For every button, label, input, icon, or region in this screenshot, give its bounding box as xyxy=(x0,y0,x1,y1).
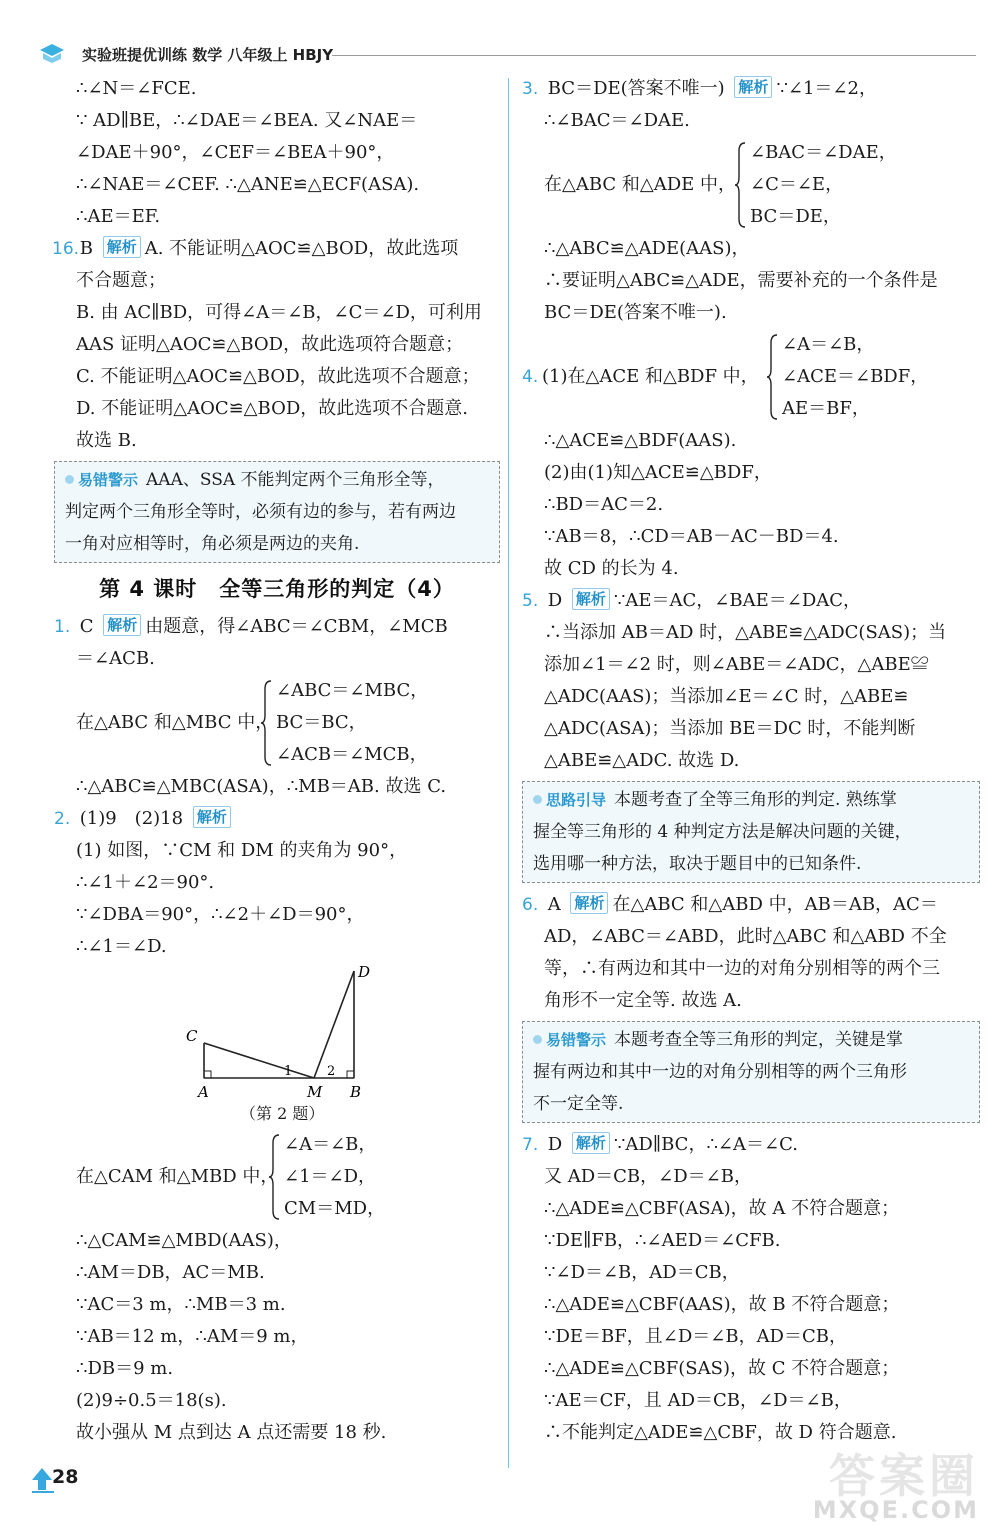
text-line: (2)由(1)知△ACE≌△BDF， xyxy=(544,462,772,483)
explanation-text: ∵AE＝AC，∠BAE＝∠DAC， xyxy=(613,590,862,611)
question-3 xyxy=(522,73,980,105)
condition-row: ∠ACB＝∠MCB， xyxy=(276,744,428,765)
text-line: ∴△ACE≌△BDF(AAS). xyxy=(544,430,737,451)
system-label xyxy=(522,361,759,393)
question-number: 3. xyxy=(522,79,539,99)
tip-text: 握全等三角形的 4 种判定方法是解决问题的关键， xyxy=(533,822,912,842)
condition-system xyxy=(54,1129,500,1225)
section-title: 第 4 课时 全等三角形的判定（4） xyxy=(99,577,455,601)
text-line: ∴∠NAE＝∠CEF. ∴△ANE≌△ECF(ASA). xyxy=(76,174,420,195)
explanation-text: 在△ABC 和△ABD 中，AB＝AB，AC＝ xyxy=(612,894,938,915)
question-number: 6. xyxy=(522,895,539,915)
text-line: ∠DAE＋90°，∠CEF＝∠BEA＋90°， xyxy=(76,142,395,163)
condition-row: ∠ACE＝∠BDF， xyxy=(782,366,929,387)
condition-system xyxy=(54,675,500,771)
question-5 xyxy=(522,585,980,617)
system-label-text: (1)在△ACE 和△BDF 中， xyxy=(542,366,759,387)
tip-text: AAA、SSA 不能判定两个三角形全等， xyxy=(146,470,445,490)
text-line: ∵DE∥FB，∴∠AED＝∠CFB. xyxy=(544,1230,781,1251)
question-number: 5. xyxy=(522,591,539,611)
text-line: (1) 如图，∵CM 和 DM 的夹角为 90°， xyxy=(76,840,408,861)
text-line: AD，∠ABC＝∠ABD，此时△ABC 和△ABD 不全 xyxy=(544,926,947,947)
condition-row: CM＝MD， xyxy=(284,1198,386,1219)
left-column xyxy=(54,73,500,1449)
segment-cm xyxy=(204,1043,314,1078)
text-line: ∴当添加 AB＝AD 时，△ABE≌△ADC(SAS)；当 xyxy=(544,622,947,643)
tip-dot-icon xyxy=(65,475,74,484)
tip-text: 本题考查全等三角形的判定，关键是掌 xyxy=(614,1030,904,1050)
text-line: ∴△ADE≌△CBF(SAS)，故 C 不符合题意； xyxy=(544,1358,900,1379)
brace-icon xyxy=(734,141,746,229)
label-b: B xyxy=(350,1083,362,1101)
text-line: ∴要证明△ABC≌△ADE，需要补充的一个条件是 xyxy=(544,270,938,291)
text-line: ∵AC＝3 m，∴MB＝3 m. xyxy=(76,1294,286,1315)
question-2 xyxy=(54,803,500,835)
condition-row: ∠1＝∠D， xyxy=(284,1166,377,1187)
text-line: △ADC(AAS)；当添加∠E＝∠C 时，△ABE≌ xyxy=(544,686,909,707)
text-line: BC＝DE(答案不唯一). xyxy=(544,302,727,323)
condition-system xyxy=(522,137,980,233)
text-line: 故选 B. xyxy=(76,430,137,451)
text-line: 故 CD 的长为 4. xyxy=(544,558,679,579)
book-logo-icon xyxy=(38,42,66,64)
condition-row: ∠A＝∠B， xyxy=(782,334,875,355)
tip-text: 本题考查了全等三角形的判定. 熟练掌 xyxy=(614,790,897,810)
question-number: 1. xyxy=(54,617,71,637)
text-line: ∵AB＝8，∴CD＝AB－AC－BD＝4. xyxy=(544,526,839,547)
system-label: 在△ABC 和△MBC 中， xyxy=(76,712,274,733)
text-line: ∵DE＝BF，且∠D＝∠B，AD＝CB， xyxy=(544,1326,847,1347)
page-number-badge xyxy=(30,1464,82,1494)
thinking-guide-box xyxy=(522,781,980,883)
brace-icon xyxy=(260,679,272,767)
condition-row: BC＝DE， xyxy=(750,206,841,227)
text-line: △ADC(ASA)；当添加 BE＝DC 时，不能判断 xyxy=(544,718,916,739)
explanation-text: 由题意，得∠ABC＝∠CBM，∠MCB xyxy=(145,616,448,637)
analysis-tag: 解析 xyxy=(103,614,141,636)
page-number: 28 xyxy=(52,1466,79,1488)
text-line: 添加∠1＝∠2 时，则∠ABE＝∠ADC，△ABE≌ xyxy=(544,654,929,675)
header-rule xyxy=(332,55,976,56)
text-line: ∴∠BAC＝∠DAE. xyxy=(544,110,690,131)
text-line: B. 由 AC∥BD，可得∠A＝∠B，∠C＝∠D，可利用 xyxy=(76,302,482,323)
question-number: 16. xyxy=(52,239,80,259)
analysis-tag: 解析 xyxy=(103,236,141,258)
question-number: 2. xyxy=(54,809,71,829)
watermark xyxy=(799,1440,989,1530)
system-label: 在△ABC 和△ADE 中， xyxy=(544,174,737,195)
analysis-tag: 解析 xyxy=(193,806,231,828)
text-line: 又 AD＝CB，∠D＝∠B， xyxy=(544,1166,752,1187)
text-line: ∴∠N＝∠FCE. xyxy=(76,78,197,99)
tip-dot-icon xyxy=(533,1035,542,1044)
question-4 xyxy=(522,329,980,425)
answer-choice: C xyxy=(79,616,94,637)
answer-text: BC＝DE(答案不唯一) xyxy=(547,78,725,99)
watermark-logo-text: 答案圈 xyxy=(829,1449,979,1503)
text-line: ∴DB＝9 m. xyxy=(76,1358,174,1379)
label-m: M xyxy=(307,1083,323,1101)
header-title: 实验班提优训练 数学 八年级上 HBJY xyxy=(82,46,334,64)
analysis-tag: 解析 xyxy=(570,892,608,914)
system-label: 在△CAM 和△MBD 中， xyxy=(76,1166,279,1187)
text-line: ∵AE＝CF，且 AD＝CB，∠D＝∠B， xyxy=(544,1390,852,1411)
explanation-text: ∵∠1＝∠2， xyxy=(776,78,877,99)
question-6 xyxy=(522,889,980,921)
label-a: A xyxy=(198,1083,209,1101)
brace-icon xyxy=(766,333,778,421)
answer-choice: A xyxy=(547,894,561,915)
tip-label: 思路引导 xyxy=(546,791,607,809)
answer-choice: D xyxy=(547,590,563,611)
tip-text: 一角对应相等时，角必须是两边的夹角. xyxy=(65,534,360,554)
right-angle-a xyxy=(204,1071,211,1078)
tip-text: 握有两边和其中一边的对角分别相等的两个三角形 xyxy=(533,1062,907,1082)
text-line: ＝∠ACB. xyxy=(76,648,155,669)
column-divider xyxy=(508,78,509,1468)
text-line: ∵∠D＝∠B，AD＝CB， xyxy=(544,1262,740,1283)
tip-text: 不一定全等. xyxy=(533,1094,624,1114)
brace-icon xyxy=(268,1133,280,1221)
analysis-tag: 解析 xyxy=(734,76,772,98)
text-line: ∴△ADE≌△CBF(ASA)，故 A 不符合题意； xyxy=(544,1198,900,1219)
tip-text: 判定两个三角形全等时，必须有边的参与，若有两边 xyxy=(65,502,456,522)
question-1 xyxy=(54,611,500,643)
answer-text: (1)9 (2)18 xyxy=(79,808,184,829)
tip-label: 易错警示 xyxy=(546,1031,607,1049)
label-angle-1: 1 xyxy=(284,1064,293,1079)
text-line: ∴AM＝DB，AC＝MB. xyxy=(76,1262,265,1283)
analysis-tag: 解析 xyxy=(572,1132,610,1154)
condition-row: ∠A＝∠B， xyxy=(284,1134,377,1155)
text-line: 角形不一定全等. 故选 A. xyxy=(544,990,742,1011)
analysis-tag: 解析 xyxy=(572,588,610,610)
error-warning-box xyxy=(522,1021,980,1123)
question-number: 7. xyxy=(522,1135,539,1155)
condition-row: BC＝BC， xyxy=(276,712,367,733)
explanation-text: ∵AD∥BC，∴∠A＝∠C. xyxy=(613,1134,798,1155)
text-line: ∵ AD∥BE，∴∠DAE＝∠BEA. 又∠NAE＝ xyxy=(76,110,418,131)
text-line: ∴△ABC≌△MBC(ASA)，∴MB＝AB. 故选 C. xyxy=(76,776,447,797)
text-line: C. 不能证明△AOC≌△BOD，故此选项不合题意； xyxy=(76,366,480,387)
condition-row: ∠BAC＝∠DAE， xyxy=(750,142,897,163)
text-line: △ABE≌△ADC. 故选 D. xyxy=(544,750,740,771)
text-line: AAS 证明△AOC≌△BOD，故此选项符合题意； xyxy=(76,334,464,355)
page-header xyxy=(32,38,976,68)
figure-diagram xyxy=(184,963,384,1103)
question-16 xyxy=(54,233,500,265)
text-line: ∴AE＝EF. xyxy=(76,206,161,227)
figure-caption: （第 2 题） xyxy=(240,1104,325,1123)
error-warning-box xyxy=(54,461,500,563)
watermark-url: MXQE.COM xyxy=(812,1496,979,1524)
tip-label: 易错警示 xyxy=(78,471,139,489)
text-line: ∴△CAM≌△MBD(AAS)， xyxy=(76,1230,292,1251)
right-column xyxy=(522,73,980,1449)
label-c: C xyxy=(186,1027,198,1045)
text-line: ∴△ADE≌△CBF(AAS)，故 B 不符合题意； xyxy=(544,1294,900,1315)
label-angle-2: 2 xyxy=(327,1064,336,1079)
condition-row: AE＝BF， xyxy=(782,398,870,419)
text-line: 故小强从 M 点到达 A 点还需要 18 秒. xyxy=(76,1422,387,1443)
text-line: ∴∠1＋∠2＝90°. xyxy=(76,872,215,893)
text-line: ∴△ABC≌△ADE(AAS)， xyxy=(544,238,750,259)
condition-row: ∠C＝∠E， xyxy=(750,174,844,195)
text-line: (2)9÷0.5＝18(s). xyxy=(76,1390,227,1411)
text-line: ∴∠1＝∠D. xyxy=(76,936,167,957)
text-line: 等，∴有两边和其中一边的对角分别相等的两个三 xyxy=(544,958,940,979)
text-line: ∵∠DBA＝90°，∴∠2＋∠D＝90°， xyxy=(76,904,365,925)
answer-choice: D xyxy=(547,1134,563,1155)
text-line: ∵AB＝12 m，∴AM＝9 m， xyxy=(76,1326,309,1347)
tip-text: 选用哪一种方法，取决于题目中的已知条件. xyxy=(533,854,862,874)
text-line: 不合题意； xyxy=(76,270,166,291)
tip-dot-icon xyxy=(533,795,542,804)
condition-row: ∠ABC＝∠MBC， xyxy=(276,680,429,701)
answer-choice: B xyxy=(79,238,93,259)
text-line: ∴BD＝AC＝2. xyxy=(544,494,664,515)
text-line: ∴不能判定△ADE≌△CBF，故 D 符合题意. xyxy=(544,1422,897,1443)
question-7 xyxy=(522,1129,980,1161)
arrow-up-icon xyxy=(30,1466,54,1494)
right-angle-b xyxy=(347,1071,354,1078)
explanation-text: A. 不能证明△AOC≌△BOD，故此选项 xyxy=(144,238,459,259)
label-d: D xyxy=(358,963,371,981)
question-number: 4. xyxy=(522,367,539,387)
text-line: D. 不能证明△AOC≌△BOD，故此选项不合题意. xyxy=(76,398,468,419)
geometry-figure xyxy=(54,963,500,1129)
segment-md xyxy=(314,971,354,1078)
